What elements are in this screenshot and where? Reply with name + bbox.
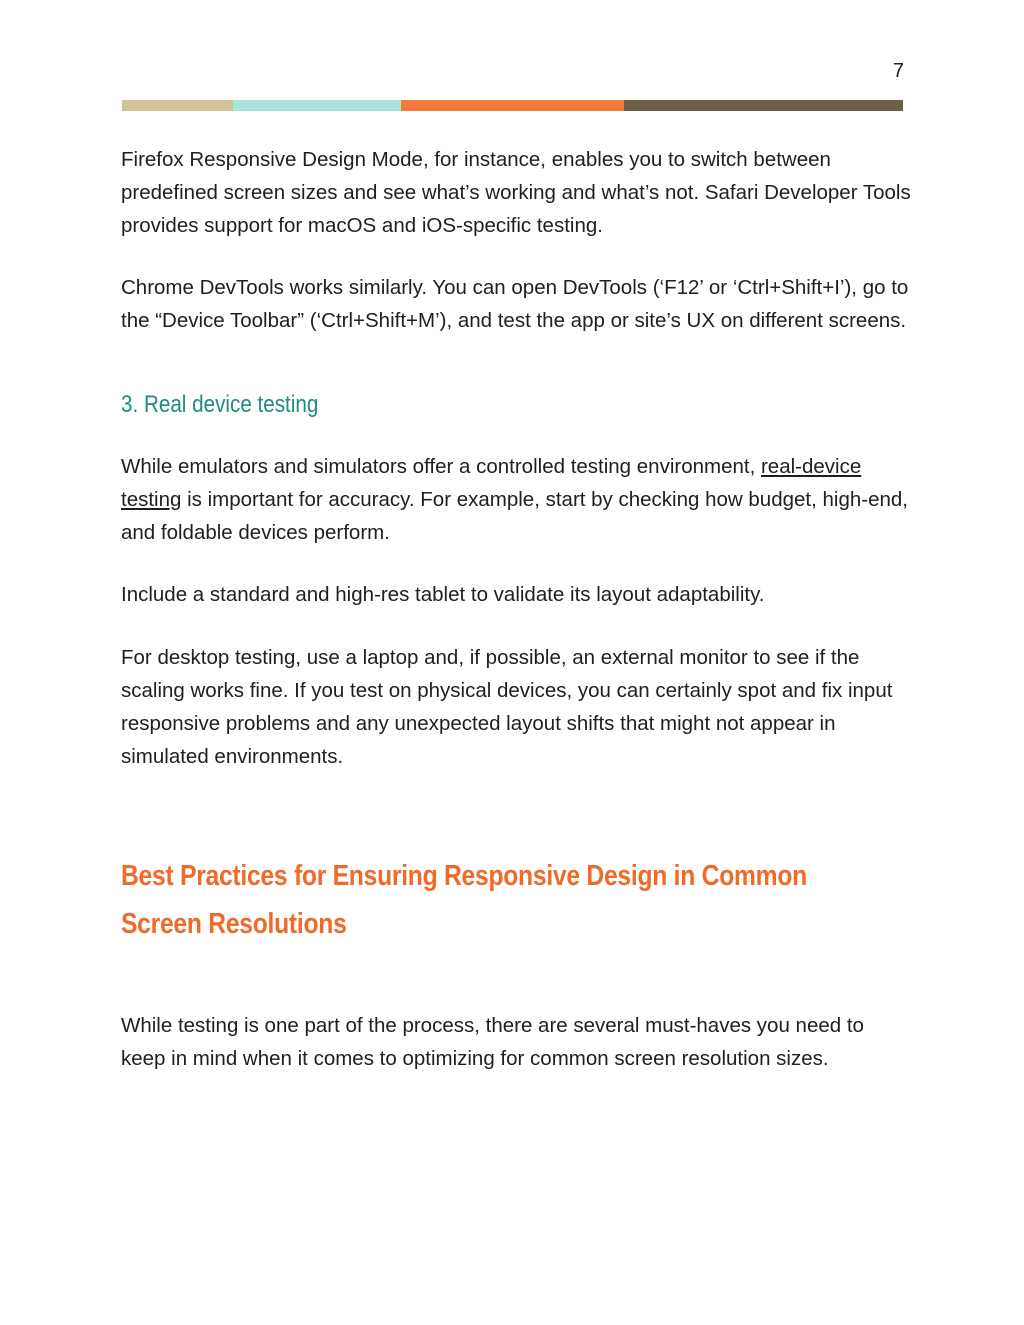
paragraph-firefox-safari: Firefox Responsive Design Mode, for instance, enables you to switch between predefined screen sizes and see what’s working and what’s not. Safari Developer Tools provides support for macOS and iOS-specific testing. [121, 148, 911, 237]
color-bar-segment-orange [401, 100, 624, 111]
color-bar-segment-mint [233, 100, 401, 111]
page-number: 7 [892, 60, 904, 82]
paragraph-must-haves: While testing is one part of the process, there are several must-haves you need to keep in mind when it comes to optimizing for common screen resolution sizes. [121, 1014, 864, 1071]
document-content [121, 144, 911, 1076]
paragraph-tablet: Include a standard and high-res tablet to validate its layout adaptability. [121, 583, 765, 607]
paragraph-text: While emulators and simulators offer a controlled testing environment, [121, 454, 761, 478]
paragraph-real-device [121, 451, 911, 549]
section-heading-best-practices: Best Practices for Ensuring Responsive Design in Common Screen Resolutions [121, 860, 807, 941]
paragraph-text: is important for accuracy. For example, start by checking how budget, high-end, and foldable devices perform. [121, 487, 908, 544]
paragraph-chrome-devtools: Chrome DevTools works similarly. You can open DevTools (‘F12’ or ‘Ctrl+Shift+I’), go to the “Device Toolbar” (‘Ctrl+Shift+M’), and test the app or site’s UX on different screens. [121, 276, 909, 333]
color-bar-segment-tan [122, 100, 233, 111]
color-bar-segment-brown [624, 100, 903, 111]
paragraph-desktop-testing: For desktop testing, use a laptop and, if possible, an external monitor to see if the scaling works fine. If you test on physical devices, you can certainly spot and fix input responsive problems and any unexpected layout shifts that might not appear in simulated environments. [121, 646, 893, 768]
real-device-testing-link[interactable]: real-device testing [121, 454, 862, 511]
subheading-real-device-testing: 3. Real device testing [121, 390, 319, 418]
header-color-bar [122, 100, 903, 111]
